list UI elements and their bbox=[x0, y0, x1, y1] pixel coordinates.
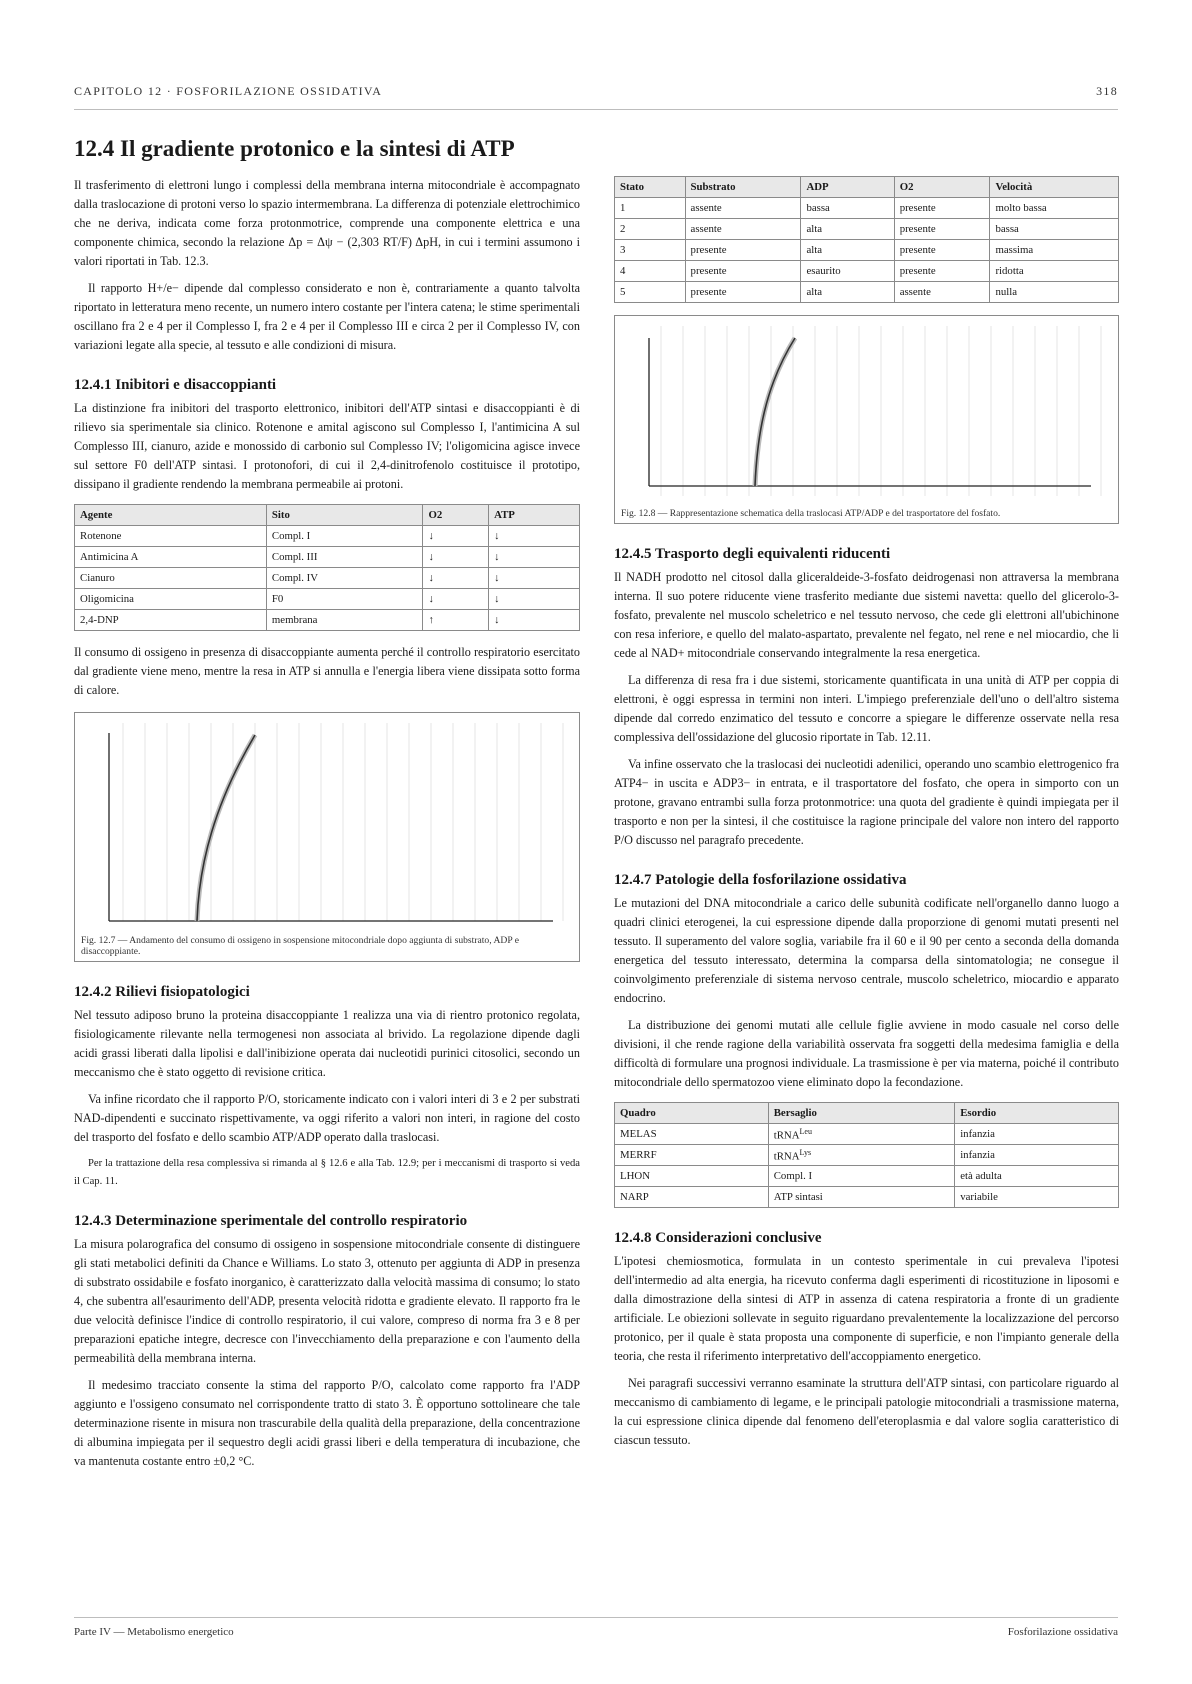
column-header: Agente bbox=[75, 505, 267, 526]
table-cell: MELAS bbox=[615, 1124, 769, 1145]
table-cell: ↑ bbox=[423, 610, 489, 631]
table-cell bbox=[768, 1166, 954, 1187]
table-cell: 1 bbox=[615, 198, 686, 219]
column-header: ATP bbox=[489, 505, 580, 526]
table-cell: presente bbox=[685, 282, 801, 303]
table-row bbox=[75, 526, 580, 547]
heading-12-4-8: 12.4.8 Considerazioni conclusive bbox=[614, 1230, 822, 1246]
grid-lines bbox=[123, 723, 563, 921]
column-header: Esordio bbox=[955, 1103, 1119, 1124]
table-cell bbox=[768, 1145, 954, 1166]
table-cell: F0 bbox=[266, 589, 423, 610]
s1241-paragraph-1: La distinzione fra inibitori del trasporto elettronico, inibitori dell'ATP sintasi e disaccoppianti è di rilievo sia sperimentale sia clinico. Rotenone e amital agiscono sul Complesso I, l'antimicina A sul Complesso III, cianuro, azide e monossido di carbonio sul Complesso IV; l'oligomicina agisce invece sul settore F0 dell'ATP sintasi. I protonofori, di cui il 2,4-dinitrofenolo costituisce il prototipo, dissipano il gradiente rendendo la membrana permeabile ai protoni. bbox=[74, 401, 580, 491]
table-cell: alta bbox=[801, 282, 894, 303]
table-row bbox=[75, 568, 580, 589]
heading-12-4-7: 12.4.7 Patologie della fosforilazione ossidativa bbox=[614, 872, 907, 888]
table-cell: ↓ bbox=[489, 589, 580, 610]
s1247-paragraph-1: Le mutazioni del DNA mitocondriale a carico delle subunità codificate nell'organello danno luogo a quadri clinici eterogenei, la cui espressione dipende dalla proporzione di genomi mutati presenti nel tessuto. Il superamento del valore soglia, variabile fra il 60 e il 90 per cento a seconda della domanda energetica del tessuto interessato, determina la comparsa della sintomatologia; ne consegue il coinvolgimento preferenziale di sistema nervoso centrale, muscolo scheletrico, miocardio e apparato endocrino. bbox=[614, 896, 1119, 1005]
table-cell: Compl. I bbox=[266, 526, 423, 547]
column-header: Stato bbox=[615, 177, 686, 198]
inhibitors-table bbox=[74, 504, 580, 631]
section-paragraph-2: Il rapporto H+/e− dipende dal complesso considerato e non è, contrariamente a quanto talvolta riportato in letteratura meno recente, un numero intero costante per l'intera catena; le stime sperimentali oscillano fra 2 e 4 per il Complesso I, fra 2 e 4 per il Complesso III e circa 2 per il Complesso IV, con variazioni legate alla specie, al tessuto e alle condizioni di misura. bbox=[74, 281, 580, 352]
table-cell bbox=[768, 1124, 954, 1145]
table-cell: assente bbox=[685, 219, 801, 240]
column-header: Quadro bbox=[615, 1103, 769, 1124]
figure-12-7-caption: Fig. 12.7 — Andamento del consumo di ossigeno in sospensione mitocondriale dopo aggiunta di substrato, ADP e disaccoppiante. bbox=[81, 935, 519, 957]
figure-12-8-caption: Fig. 12.8 — Rappresentazione schematica della traslocasi ATP/ADP e del trasportatore del fosfato. bbox=[621, 508, 1001, 519]
oxygen-consumption-curve bbox=[197, 735, 255, 921]
heading-12-4-1: 12.4.1 Inibitori e disaccoppianti bbox=[74, 377, 277, 393]
table-cell: bassa bbox=[801, 198, 894, 219]
table-row bbox=[75, 610, 580, 631]
pathologies-table bbox=[614, 1102, 1119, 1208]
table-cell: ↓ bbox=[423, 568, 489, 589]
table-cell: 3 bbox=[615, 240, 686, 261]
table-cell: ↓ bbox=[423, 526, 489, 547]
target-superscript: Lys bbox=[799, 1147, 812, 1157]
table-cell: alta bbox=[801, 240, 894, 261]
table-cell: massima bbox=[990, 240, 1119, 261]
running-footer bbox=[74, 1617, 1118, 1638]
running-header bbox=[74, 84, 1118, 110]
s1241-paragraph-2: Il consumo di ossigeno in presenza di disaccoppiante aumenta perché il controllo respiratorio esercitato dal gradiente viene meno, mentre la resa in ATP si annulla e l'energia libera viene dissipata sotto forma di calore. bbox=[74, 645, 580, 697]
table-cell bbox=[768, 1187, 954, 1208]
table-cell: età adulta bbox=[955, 1166, 1119, 1187]
heading-12-4-3: 12.4.3 Determinazione sperimentale del controllo respiratorio bbox=[74, 1213, 468, 1229]
table-cell: assente bbox=[894, 282, 990, 303]
column-header: Substrato bbox=[685, 177, 801, 198]
table-cell: ↓ bbox=[423, 547, 489, 568]
page-number: 318 bbox=[1096, 84, 1118, 98]
table-cell: 2 bbox=[615, 219, 686, 240]
table-cell: Antimicina A bbox=[75, 547, 267, 568]
table-header-row bbox=[615, 177, 1119, 198]
section-paragraph-1: Il trasferimento di elettroni lungo i complessi della membrana interna mitocondriale è accompagnato dalla traslocazione di protoni verso lo spazio intermembrana. La differenza di potenziale elettrochimico che ne deriva, indicata come forza protonmotrice, comprende una componente elettrica e una componente chimica, secondo la relazione Δp = Δψ − (2,303 RT/F) ΔpH, in cui i termini assumono i valori riportati in Tab. 12.3. bbox=[74, 178, 580, 268]
table-row bbox=[615, 1187, 1119, 1208]
table-cell: ridotta bbox=[990, 261, 1119, 282]
table-cell: esaurito bbox=[801, 261, 894, 282]
figure-12-7 bbox=[74, 712, 580, 962]
table-cell: nulla bbox=[990, 282, 1119, 303]
s1245-paragraph-2: La differenza di resa fra i due sistemi, storicamente quantificata in una unità di ATP per coppia di elettroni, è oggi espressa in termini non interi. L'impiego preferenziale dell'uno o dell'altro sistema dipende dal corredo enzimatico del tessuto e concorre a spiegare le differenze osservate nella resa complessiva dell'ossidazione del glucosio riportate in Tab. 12.11. bbox=[614, 673, 1119, 744]
s1245-paragraph-1: Il NADH prodotto nel citosol dalla gliceraldeide-3-fosfato deidrogenasi non attraversa la membrana interna. Il suo potere riducente viene trasferito mediante due sistemi navetta: quello del glicerolo-3-fosfato, prevalente nel muscolo scheletrico e nel tessuto nervoso, che cede gli elettroni all'ubichinone con resa inferiore, e quello del malato-aspartato, prevalente nel fegato, nel rene e nel miocardio, che li cede al NAD+ mitocondriale conservando integralmente la resa energetica. bbox=[614, 570, 1119, 660]
table-cell: presente bbox=[685, 261, 801, 282]
heading-12-4-2: 12.4.2 Rilievi fisiopatologici bbox=[74, 984, 250, 1000]
table-row bbox=[615, 1145, 1119, 1166]
table-cell: infanzia bbox=[955, 1145, 1119, 1166]
respiratory-states-table bbox=[614, 176, 1119, 303]
table-cell: presente bbox=[894, 261, 990, 282]
table-cell: ↓ bbox=[489, 547, 580, 568]
footer-part: Parte IV — Metabolismo energetico bbox=[74, 1626, 234, 1638]
oxygen-consumption-curve-core bbox=[197, 735, 255, 921]
column-header: Velocità bbox=[990, 177, 1119, 198]
table-row bbox=[615, 1124, 1119, 1145]
table-cell: Rotenone bbox=[75, 526, 267, 547]
table-header-row bbox=[75, 505, 580, 526]
table-row bbox=[615, 219, 1119, 240]
table-cell: ↓ bbox=[489, 568, 580, 589]
grid-lines bbox=[661, 326, 1101, 496]
table-cell: assente bbox=[685, 198, 801, 219]
s1242-paragraph-2: Va infine ricordato che il rapporto P/O, storicamente indicato con i valori interi di 3 e 2 per substrati NAD-dipendenti e succinato rispettivamente, va oggi riferito a valori non interi, in ragione del costo del trasporto del fosfato e dello scambio ATP/ADP operato dalla traslocasi. bbox=[74, 1092, 580, 1144]
s1242-paragraph-1: Nel tessuto adiposo bruno la proteina disaccoppiante 1 realizza una via di rientro protonico regolata, fisiologicamente rilevante nella termogenesi non associata al brivido. La regolazione dipende dagli acidi grassi liberati dalla lipolisi e dall'inibizione operata dai nucleotidi purinici citosolici, secondo un meccanismo che è stato oggetto di revisione critica. bbox=[74, 1008, 580, 1079]
table-cell: ↓ bbox=[489, 610, 580, 631]
s1245-paragraph-3: Va infine osservato che la traslocasi dei nucleotidi adenilici, operando uno scambio elettrogenico fra ATP4− in uscita e ADP3− in entrata, e il trasportatore del fosfato, che opera in simporto con un protone, gravano entrambi sulla forza protonmotrice: una quota del gradiente è quindi impiegata per il trasporto e non per la sintesi, il che costituisce la ragione principale del valore non intero del rapporto P/O discusso nel paragrafo precedente. bbox=[614, 757, 1119, 847]
right-column bbox=[614, 166, 1119, 1458]
table-cell: membrana bbox=[266, 610, 423, 631]
table-cell: NARP bbox=[615, 1187, 769, 1208]
table-cell: presente bbox=[685, 240, 801, 261]
s1248-paragraph-1: L'ipotesi chemiosmotica, formulata in un contesto sperimentale in cui prevaleva l'ipotesi dell'intermedio ad alta energia, ha ricevuto conferma dagli esperimenti di ricostituzione in liposomi e dalla dimostrazione della sintesi di ATP in assenza di catena respiratoria a fronte di un gradiente artificiale. Le obiezioni sollevate in seguito riguardano prevalentemente la localizzazione del percorso protonico, per il quale è stata proposta una componente di superficie, e non l'impianto generale della teoria, che resta il riferimento interpretativo dell'accoppiamento energetico. bbox=[614, 1254, 1119, 1363]
table-cell: 2,4-DNP bbox=[75, 610, 267, 631]
chapter-title: CAPITOLO 12 · FOSFORILAZIONE OSSIDATIVA bbox=[74, 84, 383, 98]
column-header: O2 bbox=[894, 177, 990, 198]
target-text: ATP sintasi bbox=[773, 1191, 823, 1203]
table-cell: 4 bbox=[615, 261, 686, 282]
table-cell: ↓ bbox=[489, 526, 580, 547]
heading-12-4-5: 12.4.5 Trasporto degli equivalenti riducenti bbox=[614, 546, 891, 562]
table-row bbox=[615, 198, 1119, 219]
target-text: tRNA bbox=[773, 1150, 800, 1163]
translocase-curve-core bbox=[755, 338, 795, 486]
table-cell: Oligomicina bbox=[75, 589, 267, 610]
figure-12-8 bbox=[614, 315, 1119, 524]
table-cell: LHON bbox=[615, 1166, 769, 1187]
target-superscript: Leu bbox=[799, 1126, 812, 1136]
section-title: 12.4 Il gradiente protonico e la sintesi di ATP bbox=[74, 136, 515, 161]
table-cell: Compl. III bbox=[266, 547, 423, 568]
table-row bbox=[615, 1166, 1119, 1187]
s1243-paragraph-1: La misura polarografica del consumo di ossigeno in sospensione mitocondriale consente di distinguere gli stati metabolici definiti da Chance e Williams. Lo stato 3, ottenuto per aggiunta di ADP in presenza di substrato ossidabile e fosfato inorganico, è caratterizzato dalla velocità massima di consumo; lo stato 4, che subentra all'esaurimento dell'ADP, presenta velocità ridotta e gradiente elevato. Il rapporto fra le due velocità definisce l'indice di controllo respiratorio, il cui valore, compreso di norma fra 3 e 8 per preparazioni epatiche integre, decresce con l'invecchiamento della preparazione e con l'aumento della permeabilità della membrana interna. bbox=[74, 1237, 580, 1365]
table-cell: presente bbox=[894, 198, 990, 219]
s1247-paragraph-2: La distribuzione dei genomi mutati alle cellule figlie avviene in modo casuale nel corso delle divisioni, il che rende ragione della variabilità osservata fra soggetti della medesima famiglia e della difficoltà di formulare una prognosi individuale. La trasmissione è per via materna, poiché il contributo mitocondriale dello spermatozoo viene eliminato dopo la fecondazione. bbox=[614, 1018, 1119, 1089]
figure-12-7-plot bbox=[75, 713, 579, 935]
table-cell: molto bassa bbox=[990, 198, 1119, 219]
figure-12-8-plot bbox=[615, 316, 1118, 508]
target-text: tRNA bbox=[773, 1129, 800, 1142]
table-row bbox=[615, 240, 1119, 261]
s1242-note: Per la trattazione della resa complessiva si rimanda al § 12.6 e alla Tab. 12.9; per i meccanismi di trasporto si veda il Cap. 11. bbox=[74, 1158, 580, 1187]
table-cell: 5 bbox=[615, 282, 686, 303]
table-cell: bassa bbox=[990, 219, 1119, 240]
translocase-curve bbox=[755, 338, 795, 486]
column-header: ADP bbox=[801, 177, 894, 198]
column-header: Bersaglio bbox=[768, 1103, 954, 1124]
target-text: Compl. I bbox=[773, 1170, 813, 1182]
left-column bbox=[74, 176, 580, 1479]
table-cell: presente bbox=[894, 219, 990, 240]
table-header-row bbox=[615, 1103, 1119, 1124]
table-cell: variabile bbox=[955, 1187, 1119, 1208]
table-cell: presente bbox=[894, 240, 990, 261]
footer-section: Fosforilazione ossidativa bbox=[1007, 1626, 1118, 1638]
column-header: Sito bbox=[266, 505, 423, 526]
s1248-paragraph-2: Nei paragrafi successivi verranno esaminate la struttura dell'ATP sintasi, con particolare riguardo al meccanismo di cambiamento di legame, e le principali patologie mitocondriali a trasmissione materna, la cui espressione clinica dipende dal fenomeno dell'eteroplasmia e dal valore soglia caratteristico di ciascun tessuto. bbox=[614, 1376, 1119, 1447]
table-row bbox=[615, 282, 1119, 303]
s1243-paragraph-2: Il medesimo tracciato consente la stima del rapporto P/O, calcolato come rapporto fra l'ADP aggiunto e l'ossigeno consumato nel corrispondente tratto di stato 3. È opportuno sottolineare che tale determinazione risente in misura non trascurabile della qualità della preparazione, della concentrazione di albumina impiegata per il sequestro degli acidi grassi liberi e della temperatura di incubazione, che va mantenuta costante entro ±0,2 °C. bbox=[74, 1378, 580, 1468]
column-header: O2 bbox=[423, 505, 489, 526]
table-cell: MERRF bbox=[615, 1145, 769, 1166]
table-cell: ↓ bbox=[423, 589, 489, 610]
table-cell: Compl. IV bbox=[266, 568, 423, 589]
table-cell: Cianuro bbox=[75, 568, 267, 589]
table-row bbox=[75, 589, 580, 610]
table-cell: infanzia bbox=[955, 1124, 1119, 1145]
table-row bbox=[615, 261, 1119, 282]
table-cell: alta bbox=[801, 219, 894, 240]
table-row bbox=[75, 547, 580, 568]
